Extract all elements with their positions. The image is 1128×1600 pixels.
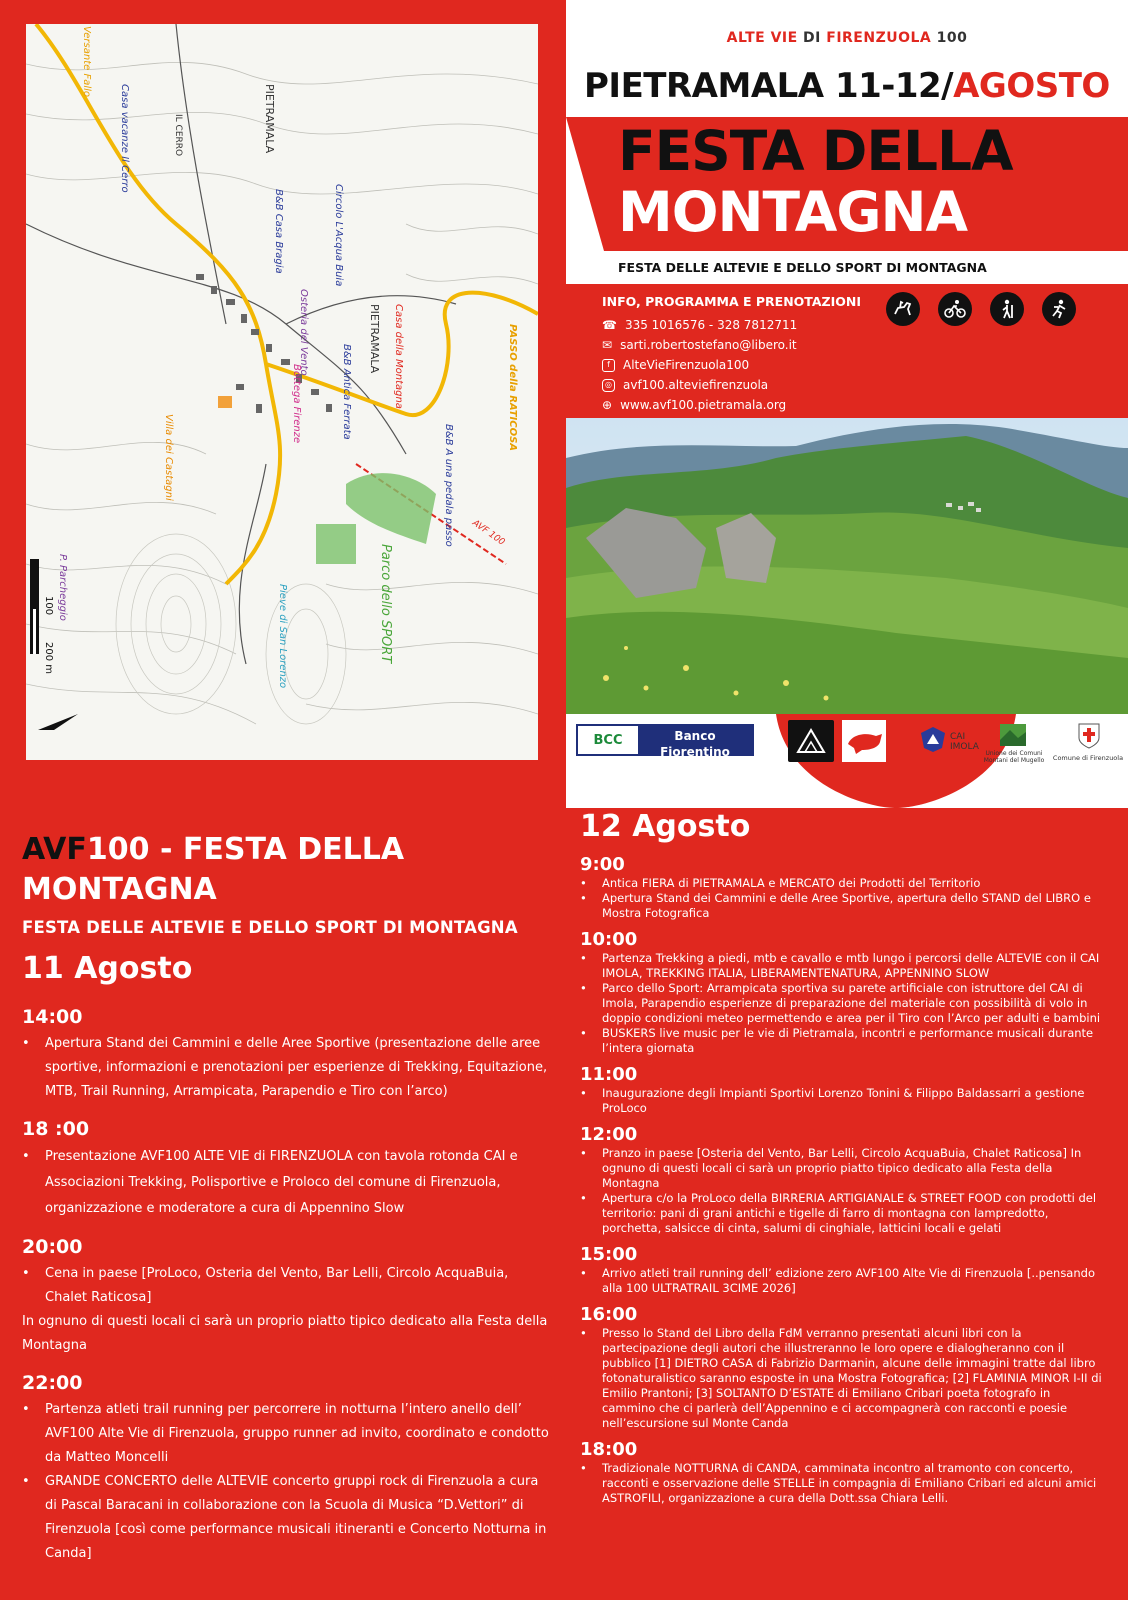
schedule-item: • Apertura Stand dei Cammini e delle Aree Sportive (presentazione delle aree sportive, informazioni e prenotazioni per esperienze di Trekking, Equitazione, MTB, Trail Running, Arrampicata, Parapendio e Tiro con l’arco) <box>22 1032 552 1104</box>
avf-logo-icon <box>788 720 834 762</box>
map-label-pietramala-2: PIETRAMALA <box>368 304 381 374</box>
program-heading: AVF100 - FESTA DELLA MONTAGNA <box>22 832 405 907</box>
web-row[interactable]: ⊕ www.avf100.pietramala.org <box>602 398 787 412</box>
hiking-icon <box>990 292 1024 326</box>
cycling-icon <box>938 292 972 326</box>
map-label-versante: Versante Fallo <box>81 26 92 98</box>
map-label-bb-pedala: B&B A una pedala passo <box>443 424 454 547</box>
schedule-item: • GRANDE CONCERTO delle ALTEVIE concerto gruppi rock di Firenzuola a cura di Pascal Baracani in collaborazione con la Scuola di Musica “D.Vettori” di Firenzuola [così come performance musicali itineranti e Concerto Notturna in Canda] <box>22 1470 552 1566</box>
map-label-pietramala-1: PIETRAMALA <box>263 84 276 154</box>
time-slot: 12:00 <box>580 1124 638 1145</box>
time-slot: 15:00 <box>580 1244 638 1265</box>
map-label-casa-vacanze: Casa vacanze Il Cerro <box>119 84 130 193</box>
unione-logo: Unione dei Comuni Montani del Mugello <box>978 722 1050 772</box>
horse-riding-icon <box>886 292 920 326</box>
time-slot: 22:00 <box>22 1372 83 1394</box>
facebook-row[interactable]: f AlteVieFirenzuola100 <box>602 358 749 372</box>
festa-banner <box>566 117 1128 251</box>
map-label-pieve: Pieve di San Lorenzo <box>277 584 288 689</box>
schedule-item: • Antica FIERA di PIETRAMALA e MERCATO dei Prodotti del Territorio <box>580 876 1104 891</box>
landscape-photo <box>566 418 1128 714</box>
day-2-title: 12 Agosto <box>580 809 751 844</box>
map-label-bb-antica-ferrata: B&B Antica Ferrata <box>341 344 352 440</box>
schedule-item: • BUSKERS live music per le vie di Pietramala, incontri e performance musicali durante l’intera giornata <box>580 1026 1104 1056</box>
time-slot: 18:00 <box>580 1439 638 1460</box>
event-tagline: FESTA DELLE ALTEVIE E DELLO SPORT DI MONTAGNA <box>618 260 987 275</box>
sponsors-bar <box>566 714 1128 808</box>
schedule-item: • Partenza Trekking a piedi, mtb e cavallo e mtb lungo i percorsi delle ALTEVIE con il CAI IMOLA, TREKKING ITALIA, LIBERAMENTENATURA, APPENNINO SLOW <box>580 951 1104 981</box>
schedule-item: • Pranzo in paese [Osteria del Vento, Bar Lelli, Circolo AcquaBuia, Chalet Raticosa] In ognuno di questi locali ci sarà un proprio piatto tipico dedicato alla Festa della Montagna <box>580 1146 1104 1191</box>
schedule-item: • Presso lo Stand del Libro della FdM verranno presentati alcuni libri con la partecipazione degli autori che illustreranno le loro opere e dialogheranno con il pubblico [1] DIETRO CASA di Fabrizio Darmanin, alcune delle immagini tratte dal libro fotonaturalistico saranno esposte in una Mostra Fotografica; [2] FLAMINIA MINOR I-II di Emilio Prantoni; [3] SOLTANTO D’ESTATE di Emiliano Cribari poeta fotografo in cammino che ci parlerà dell’Appennino e ci accompagnerà con racconti e poesie nell’escursione sul Monte Canda <box>580 1326 1104 1431</box>
schedule-item: • Presentazione AVF100 ALTE VIE di FIRENZUOLA con tavola rotonda CAI e Associazioni Trekking, Polisportive e Proloco del comune di Firenzuola, organizzazione e moderatore a cura di Appennino Slow <box>22 1144 552 1222</box>
email-row[interactable]: ✉ sarti.robertostefano@libero.it <box>602 338 797 352</box>
boar-logo-icon <box>842 720 886 762</box>
running-icon <box>1042 292 1076 326</box>
time-slot: 11:00 <box>580 1064 638 1085</box>
schedule-item: • Tradizionale NOTTURNA di CANDA, camminata incontro al tramonto con concerto, racconti e osservazione delle STELLE in compagnia di Emiliano Cribari ed alcuni amici ASTROFILI, organizzazione a cura della Dott.ssa Chiara Lelli. <box>580 1461 1104 1506</box>
instagram-icon: ◎ <box>602 379 615 392</box>
phone-row: ☎ 335 1016576 - 328 7812711 <box>602 318 798 332</box>
time-slot: 10:00 <box>580 929 638 950</box>
map-label-passo-raticosa: PASSO della RATICOSA <box>507 324 518 452</box>
map-label-parco-sport: Parco dello SPORT <box>378 544 393 664</box>
map-label-parcheggio: P. Parcheggio <box>57 554 68 621</box>
globe-icon: ⊕ <box>602 398 613 412</box>
facebook-icon: f <box>602 359 615 372</box>
scale-200-label: 200 m <box>43 642 54 675</box>
banner-line-2: MONTAGNA <box>618 180 968 244</box>
bank-subtitle: Mugello · Impruneta · Signa <box>650 760 740 768</box>
map-label-avf100: AVF 100 <box>470 518 507 548</box>
schedule-item: • Arrivo atleti trail running dell’ edizione zero AVF100 Alte Vie di Firenzuola [..pensando alla 100 ULTRATRAIL 3CIME 2026] <box>580 1266 1104 1296</box>
schedule-item: • Parco dello Sport: Arrampicata sportiva su parete artificiale con istruttore del CAI di Imola, Parapendio esperienze di preparazione del materiale con possibilità di volo in doppio condizioni meteo permettendo e area per il Tiro con l’Arco per adulti e bambini <box>580 981 1104 1026</box>
scale-100-label: 100 <box>43 596 54 616</box>
email-icon: ✉ <box>602 338 613 352</box>
event-headline: PIETRAMALA 11-12/AGOSTO <box>584 66 1110 106</box>
schedule-item: • Apertura c/o la ProLoco della BIRRERIA ARTIGIANALE & STREET FOOD con prodotti del territorio: pani di grani antichi e tigelle di farro di montagna con lampredotto, porchetta, salsicce di cinta, salumi di cinghiale, latticini locali e gelati <box>580 1191 1104 1236</box>
map-label-villa-castagni: Villa dei Castagni <box>163 414 174 501</box>
program-day-2 <box>580 808 1104 1506</box>
schedule-item: • Apertura Stand dei Cammini e delle Aree Sportive, apertura dello STAND del LIBRO e Mostra Fotografica <box>580 891 1104 921</box>
program-subheading: FESTA DELLE ALTEVIE E DELLO SPORT DI MONTAGNA <box>22 918 518 937</box>
instagram-row[interactable]: ◎ avf100.alteviefirenzuola <box>602 378 768 392</box>
program-day-1 <box>22 830 552 1566</box>
time-slot: 20:00 <box>22 1236 83 1258</box>
time-slot: 16:00 <box>580 1304 638 1325</box>
map-label-il-cerro: IL CERRO <box>173 114 183 157</box>
time-slot: 9:00 <box>580 854 625 875</box>
banner-line-1: FESTA DELLA <box>618 119 1013 183</box>
bank-name: Banco Fiorentino <box>660 729 730 759</box>
event-series-title: ALTE VIE DI FIRENZUOLA 100 <box>726 30 968 46</box>
event-poster-panel <box>566 0 1128 808</box>
comune-logo: Comune di Firenzuola <box>1052 720 1124 770</box>
schedule-item: • Partenza atleti trail running per percorrere in notturna l’intero anello dell’ AVF100 Alte Vie di Firenzuola, gruppo runner ad invito, coordinato e condotto da Matteo Moncelli <box>22 1398 552 1470</box>
day-1-title: 11 Agosto <box>22 951 193 986</box>
map-label-bb-casa-bragia: B&B Casa Bragia <box>273 189 284 274</box>
map-label-osteria: Osteria del Vento <box>298 289 309 376</box>
info-title: INFO, PROGRAMMA E PRENOTAZIONI <box>602 294 861 309</box>
north-arrow-icon <box>38 714 78 730</box>
map-label-circolo: Circolo L'Acqua Buia <box>333 184 344 287</box>
schedule-note: In ognuno di questi locali ci sarà un proprio piatto tipico dedicato alla Festa della Montagna <box>22 1314 548 1353</box>
time-slot: 18 :00 <box>22 1118 90 1140</box>
map-label-casa-montagna: Casa della Montagna <box>393 304 404 409</box>
time-slot: 14:00 <box>22 1006 83 1028</box>
map-label-bottega: Bottega Firenze <box>291 364 302 444</box>
schedule-item: • Inaugurazione degli Impianti Sportivi Lorenzo Tonini & Filippo Baldassarri a gestione ProLoco <box>580 1086 1104 1116</box>
cai-logo: CAI IMOLA <box>918 724 978 764</box>
bank-logo: BCC Banco Fiorentino Mugello · Impruneta · Signa <box>576 724 754 756</box>
phone-icon: ☎ <box>602 318 617 332</box>
schedule-item: • Cena in paese [ProLoco, Osteria del Vento, Bar Lelli, Circolo AcquaBuia, Chalet Raticosa] <box>22 1262 552 1310</box>
route-map <box>26 24 538 760</box>
